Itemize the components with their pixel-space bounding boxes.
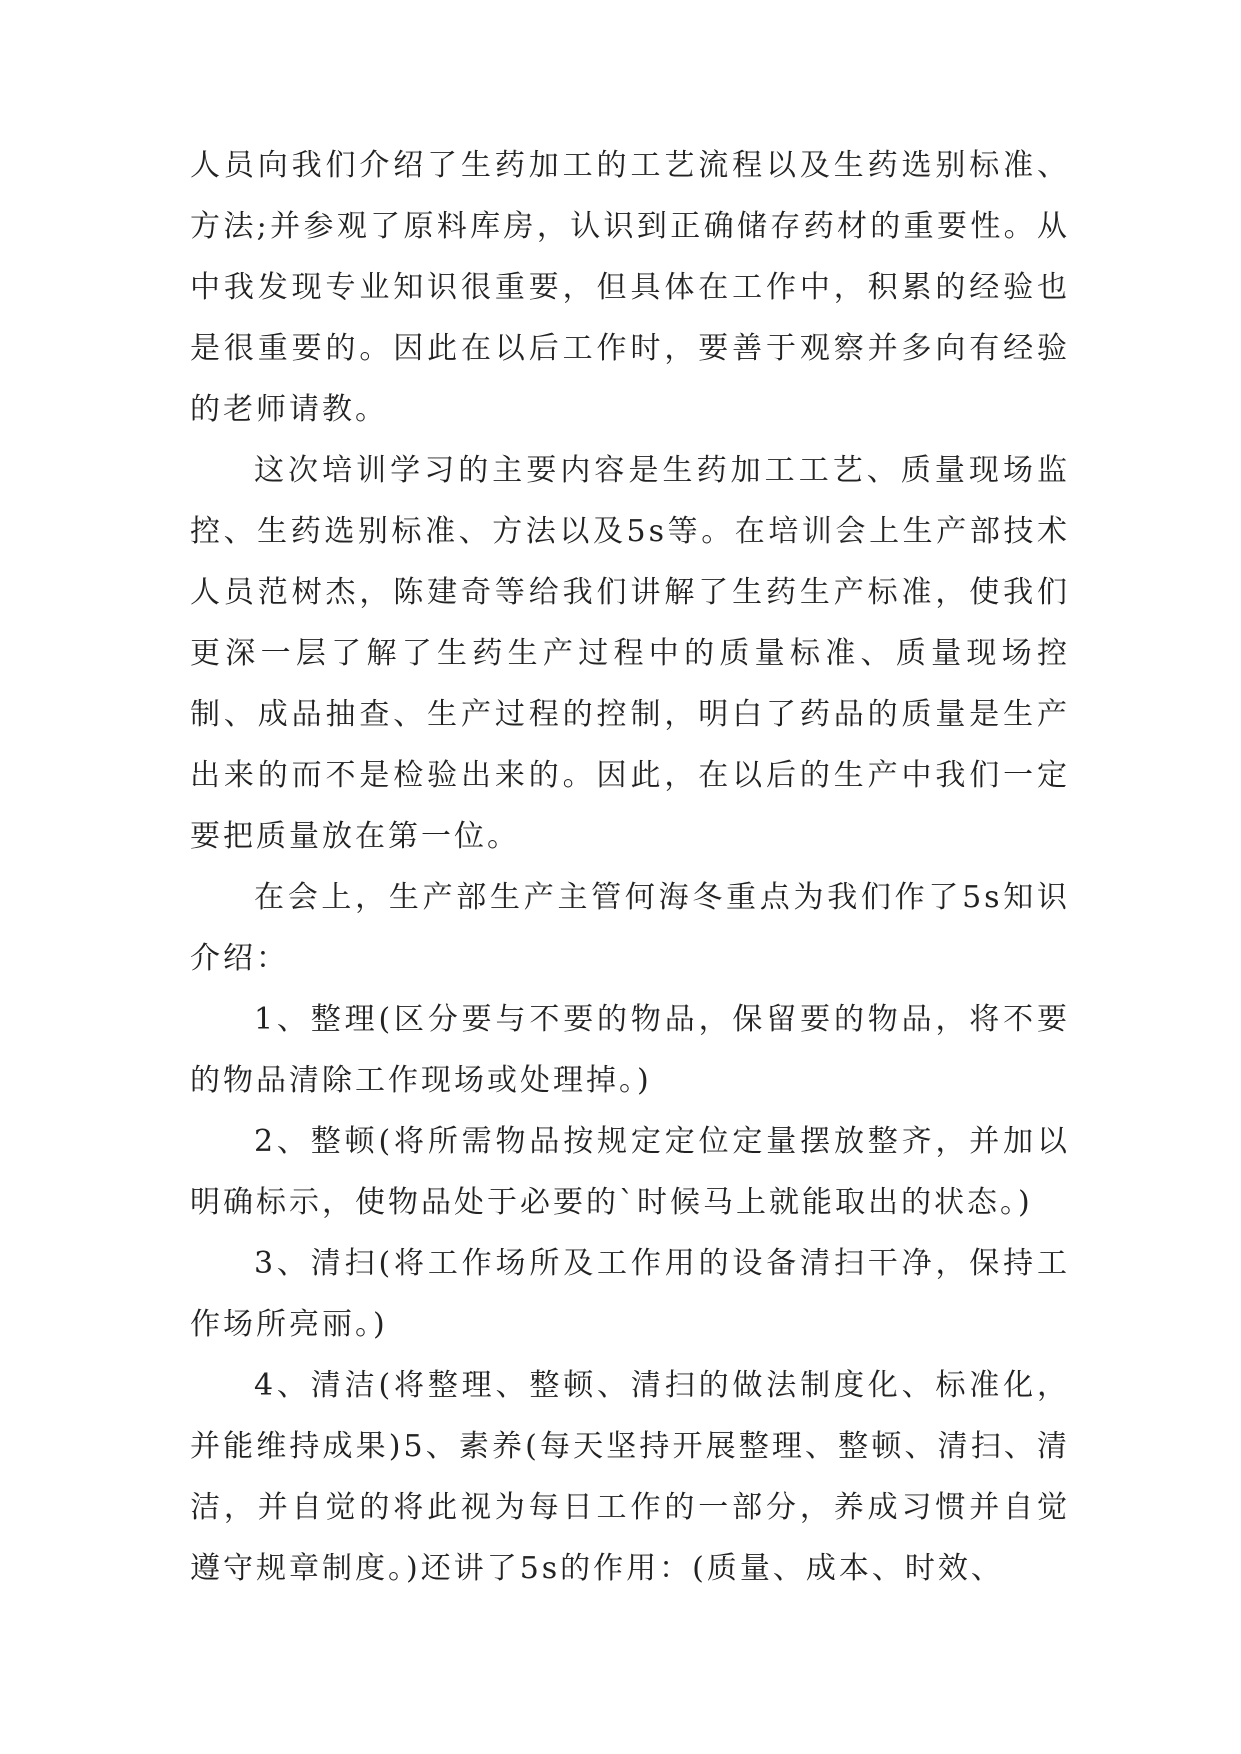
paragraph-6: 3、清扫(将工作场所及工作用的设备清扫干净，保持工作场所亮丽。)	[190, 1246, 1070, 1342]
paragraph-2: 这次培训学习的主要内容是生药加工工艺、质量现场监控、生药选别标准、方法以及5s等。在培训会上生产部技术人员范树杰，陈建奇等给我们讲解了生药生产标准，使我们更深一层了解了生药生产过程中的质量标准、质量现场控制、成品抽查、生产过程的控制，明白了药品的质量是生产出来的而不是检验出来的。因此，在以后的生产中我们一定要把质量放在第一位。	[190, 453, 1070, 854]
document-body	[190, 135, 1070, 1599]
paragraph-1: 人员向我们介绍了生药加工的工艺流程以及生药选别标准、方法;并参观了原料库房，认识到正确储存药材的重要性。从中我发现专业知识很重要，但具体在工作中，积累的经验也是很重要的。因此在以后工作时，要善于观察并多向有经验的老师请教。	[190, 148, 1070, 427]
paragraph-3: 在会上，生产部生产主管何海冬重点为我们作了5s知识介绍：	[190, 880, 1070, 976]
paragraph-5: 2、整顿(将所需物品按规定定位定量摆放整齐，并加以明确标示，使物品处于必要的`时候马上就能取出的状态。)	[190, 1124, 1070, 1220]
paragraph-4: 1、整理(区分要与不要的物品，保留要的物品，将不要的物品清除工作现场或处理掉。)	[190, 1002, 1070, 1098]
paragraph-7: 4、清洁(将整理、整顿、清扫的做法制度化、标准化，并能维持成果)5、素养(每天坚持开展整理、整顿、清扫、清洁，并自觉的将此视为每日工作的一部分，养成习惯并自觉遵守规章制度。)还讲了5s的作用：(质量、成本、时效、	[190, 1368, 1070, 1586]
